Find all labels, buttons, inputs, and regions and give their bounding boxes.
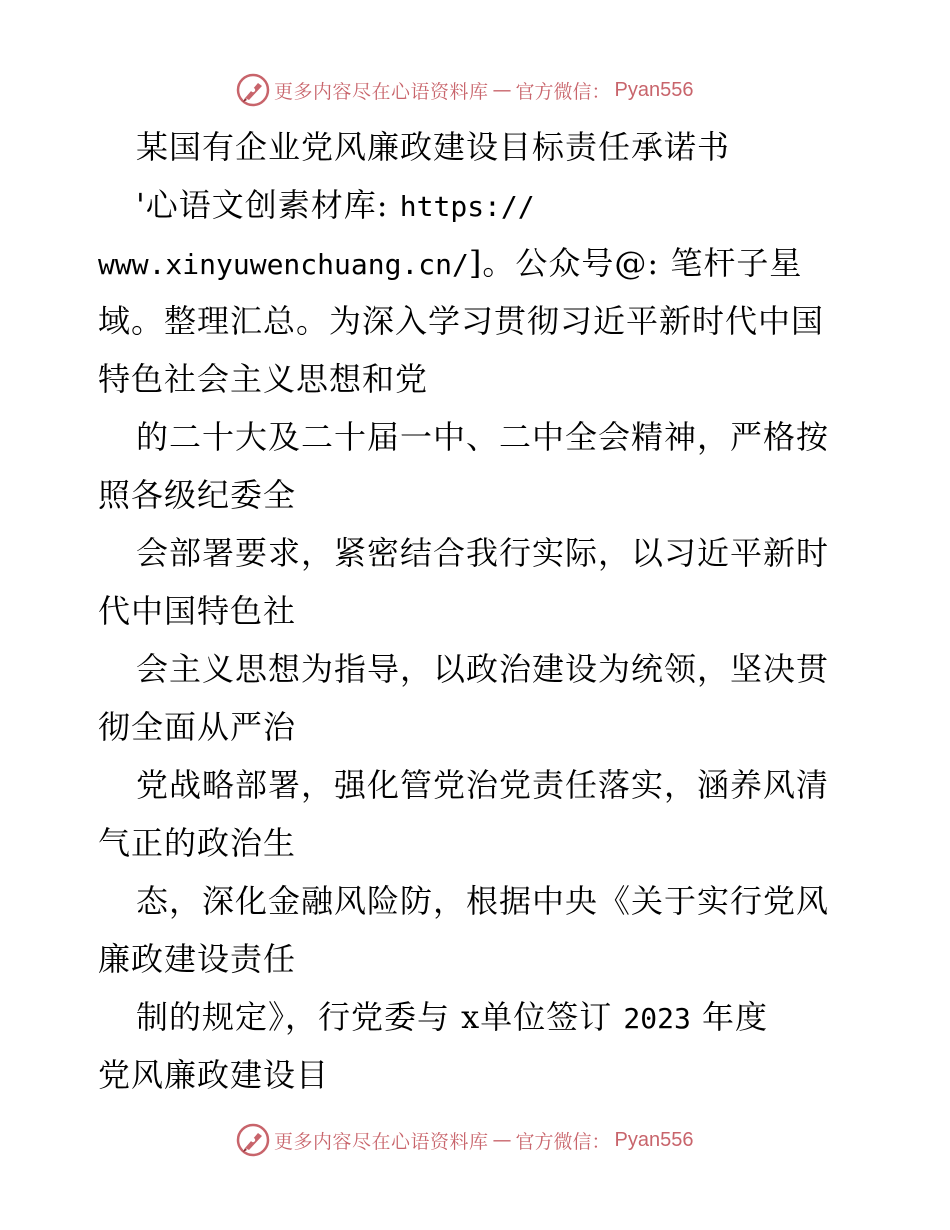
pen-logo-icon: [236, 1123, 270, 1157]
body-line: 党风廉政建设目: [98, 1056, 330, 1094]
body-line: 域。整理汇总。为深入学习贯彻习近平新时代中国: [98, 302, 825, 340]
body-line: 的二十大及二十届一中、二中全会精神，严格按: [136, 418, 830, 456]
banner-wechat-label: 官方微信：: [515, 1130, 611, 1153]
banner-wechat-label: 官方微信：: [515, 80, 611, 103]
banner-wechat-id: Pyan556: [614, 1128, 694, 1151]
line-text: 制的规定》，行党委与 x单位签订: [136, 998, 624, 1036]
body-line: 态，深化金融风险防，根据中央《关于实行党风: [136, 882, 830, 920]
body-line: [0, 997, 950, 1037]
banner-separator: —: [492, 1129, 512, 1151]
banner-text: 更多内容尽在心语资料库: [274, 1130, 489, 1153]
body-line: 照各级纪委全: [98, 476, 297, 514]
header-banner: [236, 73, 756, 107]
document-title: 某国有企业党风廉政建设目标责任承诺书: [136, 128, 731, 166]
body-line: 彻全面从严治: [98, 708, 297, 746]
line-text: 年度: [690, 998, 769, 1036]
pen-logo-icon: [236, 73, 270, 107]
body-line: 气正的政治生: [98, 824, 297, 862]
body-line: 廉政建设责任: [98, 940, 297, 978]
banner-wechat-id: Pyan556: [614, 78, 694, 101]
body-line: 会主义思想为指导，以政治建设为统领，坚决贯: [136, 650, 830, 688]
line-text: '心语文创素材库:: [136, 186, 400, 224]
body-line: [0, 185, 950, 225]
line-year: 2023: [623, 1002, 691, 1035]
banner-text: 更多内容尽在心语资料库: [274, 80, 489, 103]
footer-banner: [236, 1123, 756, 1157]
line-text: ]。公众号@: 笔杆子星: [468, 244, 803, 282]
body-line: 特色社会主义思想和党: [98, 360, 429, 398]
line-url: https://: [399, 190, 535, 223]
body-line: 党战略部署，强化管党治党责任落实，涵养风清: [136, 766, 830, 804]
body-line: 代中国特色社: [98, 592, 297, 630]
banner-separator: —: [492, 79, 512, 101]
body-line: [0, 243, 950, 283]
line-url: www.xinyuwenchuang.cn/: [98, 248, 469, 281]
body-line: 会部署要求，紧密结合我行实际，以习近平新时: [136, 534, 830, 572]
